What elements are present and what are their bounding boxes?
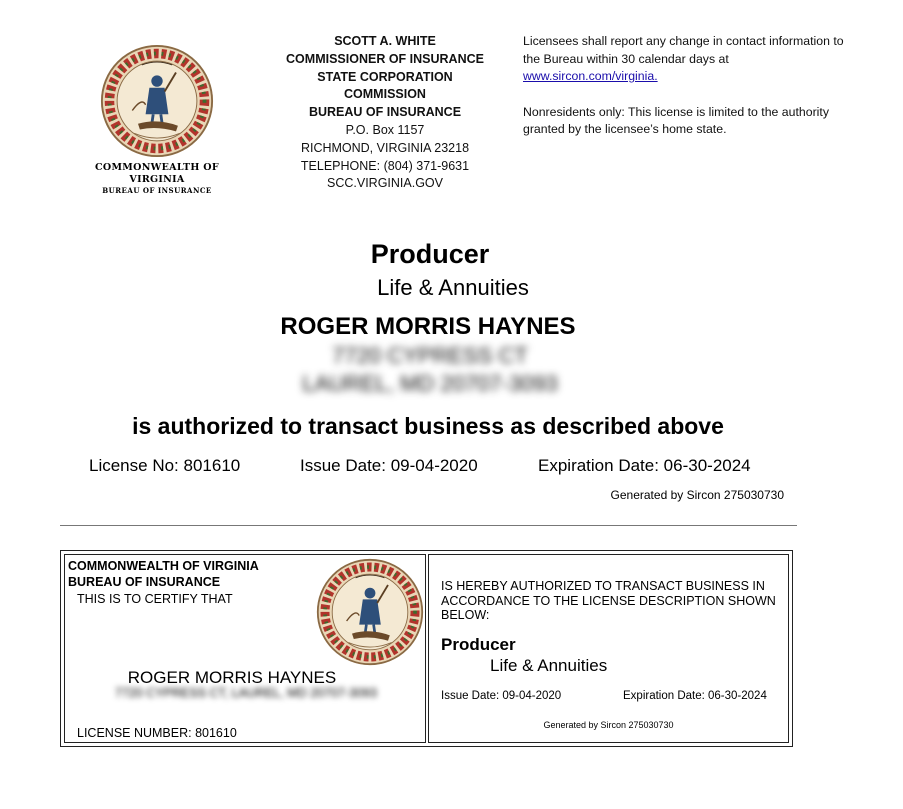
nonresident-notice: Nonresidents only: This license is limited to the authority granted by the licensee’s home state.: [523, 104, 829, 136]
line-of-authority: Life & Annuities: [377, 275, 529, 300]
seal-caption-line-3: BUREAU OF INSURANCE: [102, 186, 212, 195]
licensee-name: ROGER MORRIS HAYNES: [280, 313, 576, 340]
divider-line: [60, 525, 797, 526]
card-address-redacted: 7720 CYPRESS CT, LAUREL, MD 20707-3093: [115, 686, 377, 700]
commissioner-title: COMMISSIONER OF INSURANCE: [286, 51, 484, 66]
card-authorized-text: IS HEREBY AUTHORIZED TO TRANSACT BUSINESS IN ACCORDANCE TO THE LICENSE DESCRIPTION SHOWN BELOW:: [441, 579, 776, 622]
card-licensee-name: ROGER MORRIS HAYNES: [127, 668, 337, 687]
seal-caption-line-2: VIRGINIA: [129, 174, 185, 185]
po-box: P.O. Box 1157: [345, 122, 425, 137]
virginia-seal-icon: [100, 44, 214, 158]
card-commonwealth: COMMONWEALTH OF VIRGINIA: [68, 559, 259, 573]
contact-change-notice: [523, 33, 853, 86]
card-expiration-date: Expiration Date: 06-30-2024: [623, 690, 767, 702]
generated-by: Generated by Sircon 275030730: [610, 488, 784, 502]
expiration-date: Expiration Date: 06-30-2024: [538, 456, 751, 475]
address-line-1-redacted: 7720 CYPRESS CT: [332, 343, 528, 368]
license-type-title: Producer: [370, 239, 490, 269]
card-bureau: BUREAU OF INSURANCE: [68, 575, 221, 589]
issue-date: Issue Date: 09-04-2020: [300, 456, 478, 475]
commissioner-name: SCOTT A. WHITE: [334, 34, 436, 48]
seal-caption: [82, 162, 232, 195]
sircon-link[interactable]: www.sircon.com/virginia.: [523, 69, 658, 83]
contact-change-text: Licensees shall report any change in contact information to the Bureau within 30 calendar days at: [523, 34, 844, 66]
commissioner-block: [270, 33, 500, 193]
agency-name-line-2: COMMISSION: [344, 87, 426, 102]
bureau-name: BUREAU OF INSURANCE: [308, 105, 462, 120]
notice-block: [523, 33, 853, 139]
address-line-2-redacted: LAUREL, MD 20707-3093: [302, 371, 558, 396]
telephone: TELEPHONE: (804) 371-9631: [300, 158, 470, 173]
seal-caption-line-1: COMMONWEALTH OF: [95, 162, 219, 173]
card-seal-icon: [316, 558, 424, 666]
card-line-of-authority: Life & Annuities: [490, 656, 608, 675]
card-license-number: LICENSE NUMBER: 801610: [77, 726, 237, 740]
authorization-statement: is authorized to transact business as described above: [132, 413, 724, 439]
card-issue-date: Issue Date: 09-04-2020: [441, 690, 562, 702]
card-license-type: Producer: [441, 635, 516, 654]
license-number: License No: 801610: [89, 456, 241, 475]
card-certify-text: THIS IS TO CERTIFY THAT: [77, 592, 233, 606]
notice-gap: [523, 86, 853, 104]
card-generated-by: Generated by Sircon 275030730: [543, 720, 674, 730]
agency-name-line-1: STATE CORPORATION: [317, 69, 453, 84]
city-state: RICHMOND, VIRGINIA 23218: [300, 140, 470, 155]
website: SCC.VIRGINIA.GOV: [327, 176, 443, 191]
